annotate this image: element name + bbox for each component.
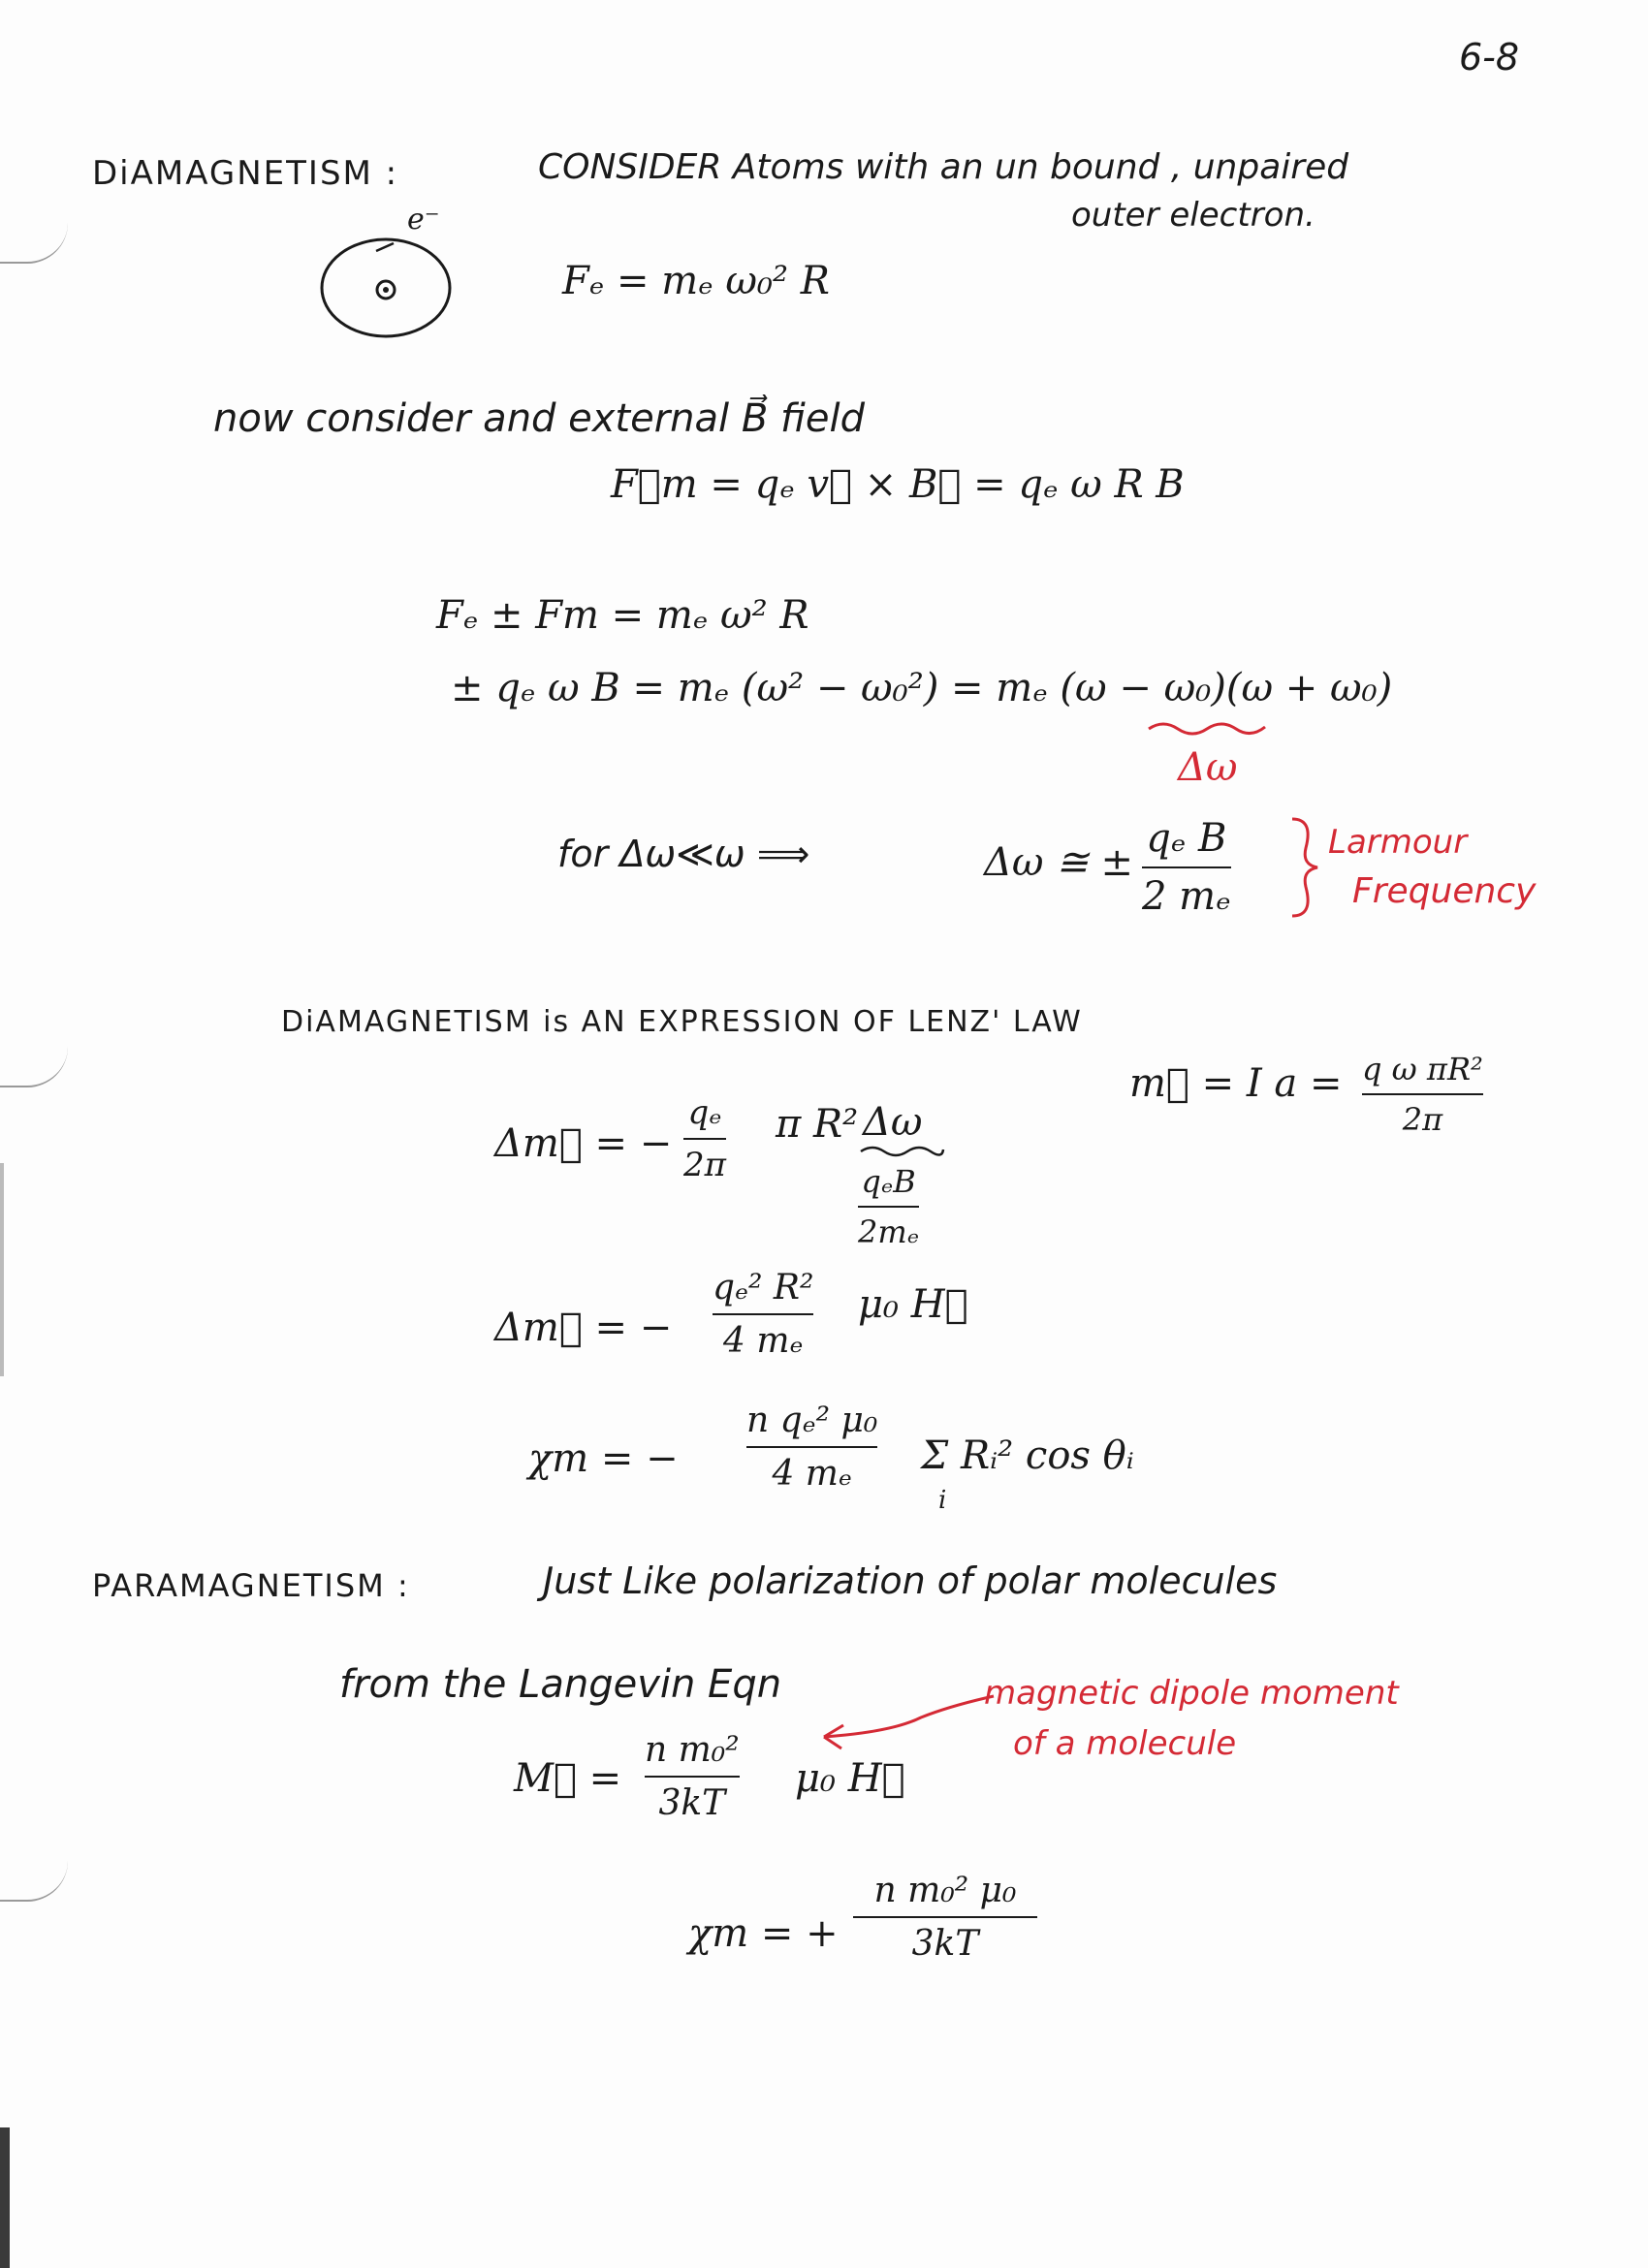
chi-dia-index: i	[938, 1486, 947, 1515]
scan-edge-dark	[0, 2127, 10, 2268]
underline-squiggle	[1144, 715, 1270, 739]
chi-dia-lhs: χm = −	[528, 1436, 679, 1481]
magnetization-denominator: 3kT	[658, 1783, 726, 1823]
brace-icon	[1284, 814, 1323, 921]
intro-text: CONSIDER Atoms with an un bound , unpaired	[538, 147, 1349, 187]
dm1-denominator: 2π	[683, 1146, 726, 1184]
moment-lhs: m⃗ = I a =	[1129, 1061, 1343, 1106]
dm1-delta-omega: Δω	[863, 1100, 923, 1145]
small-shift-condition: for Δω≪ω ⟹	[557, 833, 810, 875]
eq-centripetal-force: Fₑ = mₑ ω₀² R	[562, 259, 830, 303]
dm2-fraction	[713, 1268, 813, 1361]
chi-dia-fraction	[746, 1401, 877, 1494]
magnetization-fraction	[645, 1730, 740, 1823]
moment-numerator: q ω πR²	[1362, 1051, 1483, 1087]
dm2-numerator: qₑ² R²	[713, 1268, 814, 1307]
section-heading-paramagnetism: PARAMAGNETISM :	[92, 1567, 410, 1604]
larmor-fraction	[1142, 816, 1231, 919]
dipole-note-2: of a molecule	[1013, 1724, 1237, 1763]
larmor-label: Larmour	[1328, 823, 1468, 862]
chi-para-lhs: χm = +	[688, 1911, 839, 1956]
dipole-note: magnetic dipole moment	[984, 1674, 1399, 1713]
chi-dia-numerator: n qₑ² μ₀	[746, 1401, 878, 1440]
moment-fraction	[1362, 1051, 1483, 1138]
lenz-statement: DiAMAGNETISM is AN EXPRESSION OF LENZ' LAW	[281, 1005, 1083, 1039]
magnetization-rhs: μ₀ H⃗	[795, 1756, 905, 1801]
atom-diagram	[308, 218, 473, 344]
dm1-numerator: qₑ	[687, 1093, 722, 1132]
para-intro: Just Like polarization of polar molecules	[543, 1559, 1278, 1602]
section-heading-diamagnetism: DiAMAGNETISM :	[92, 154, 399, 193]
chi-para-fraction	[853, 1871, 1037, 1964]
delta-omega-label: Δω	[1178, 745, 1238, 790]
magnetization-lhs: M⃗ =	[514, 1756, 622, 1801]
underline-squiggle	[858, 1142, 945, 1159]
dm1-lhs: Δm⃗ = −	[494, 1121, 673, 1166]
dm2-rhs: μ₀ H⃗	[858, 1282, 968, 1327]
chi-para-denominator: 3kT	[911, 1924, 979, 1964]
external-field-line: now consider and external B⃗ field	[213, 396, 865, 441]
dm2-lhs: Δm⃗ = −	[494, 1306, 673, 1350]
dm1-middle: π R²	[776, 1102, 859, 1147]
electron-label: e⁻	[407, 203, 440, 236]
larmor-denominator: 2 mₑ	[1142, 874, 1231, 919]
hole-punch-mark	[0, 1047, 68, 1087]
frequency-label: Frequency	[1352, 871, 1537, 911]
larmor-numerator: qₑ B	[1146, 816, 1227, 861]
chi-para-numerator: n m₀² μ₀	[873, 1871, 1017, 1910]
eq-force-sum: Fₑ ± Fm = mₑ ω² R	[436, 593, 809, 638]
dm1-fraction	[683, 1093, 726, 1184]
eq-expansion: ± qₑ ω B = mₑ (ω² − ω₀²) = mₑ (ω − ω₀)(ω + ω₀)	[451, 666, 1393, 710]
larmor-lhs: Δω ≅ ±	[984, 840, 1133, 885]
dm2-denominator: 4 mₑ	[722, 1321, 804, 1361]
hole-punch-mark	[0, 1861, 68, 1902]
moment-denominator: 2π	[1402, 1101, 1443, 1138]
dm1-substitution	[858, 1163, 919, 1250]
arrow-icon	[805, 1688, 998, 1756]
eq-magnetic-force: F⃗m = qₑ v⃗ × B⃗ = qₑ ω R B	[611, 462, 1185, 507]
page-number: 6-8	[1459, 36, 1520, 79]
hole-punch-mark	[0, 223, 68, 264]
dm1-sub-numerator: qₑB	[861, 1163, 916, 1200]
chi-dia-sum: Σ Rᵢ² cos θᵢ	[921, 1433, 1134, 1478]
langevin-line: from the Langevin Eqn	[339, 1662, 782, 1707]
magnetization-numerator: n m₀²	[645, 1730, 740, 1770]
intro-text-2: outer electron.	[1071, 196, 1315, 235]
scan-edge	[0, 1163, 4, 1376]
dm1-sub-denominator: 2mₑ	[858, 1213, 920, 1250]
chi-dia-denominator: 4 mₑ	[772, 1454, 852, 1494]
